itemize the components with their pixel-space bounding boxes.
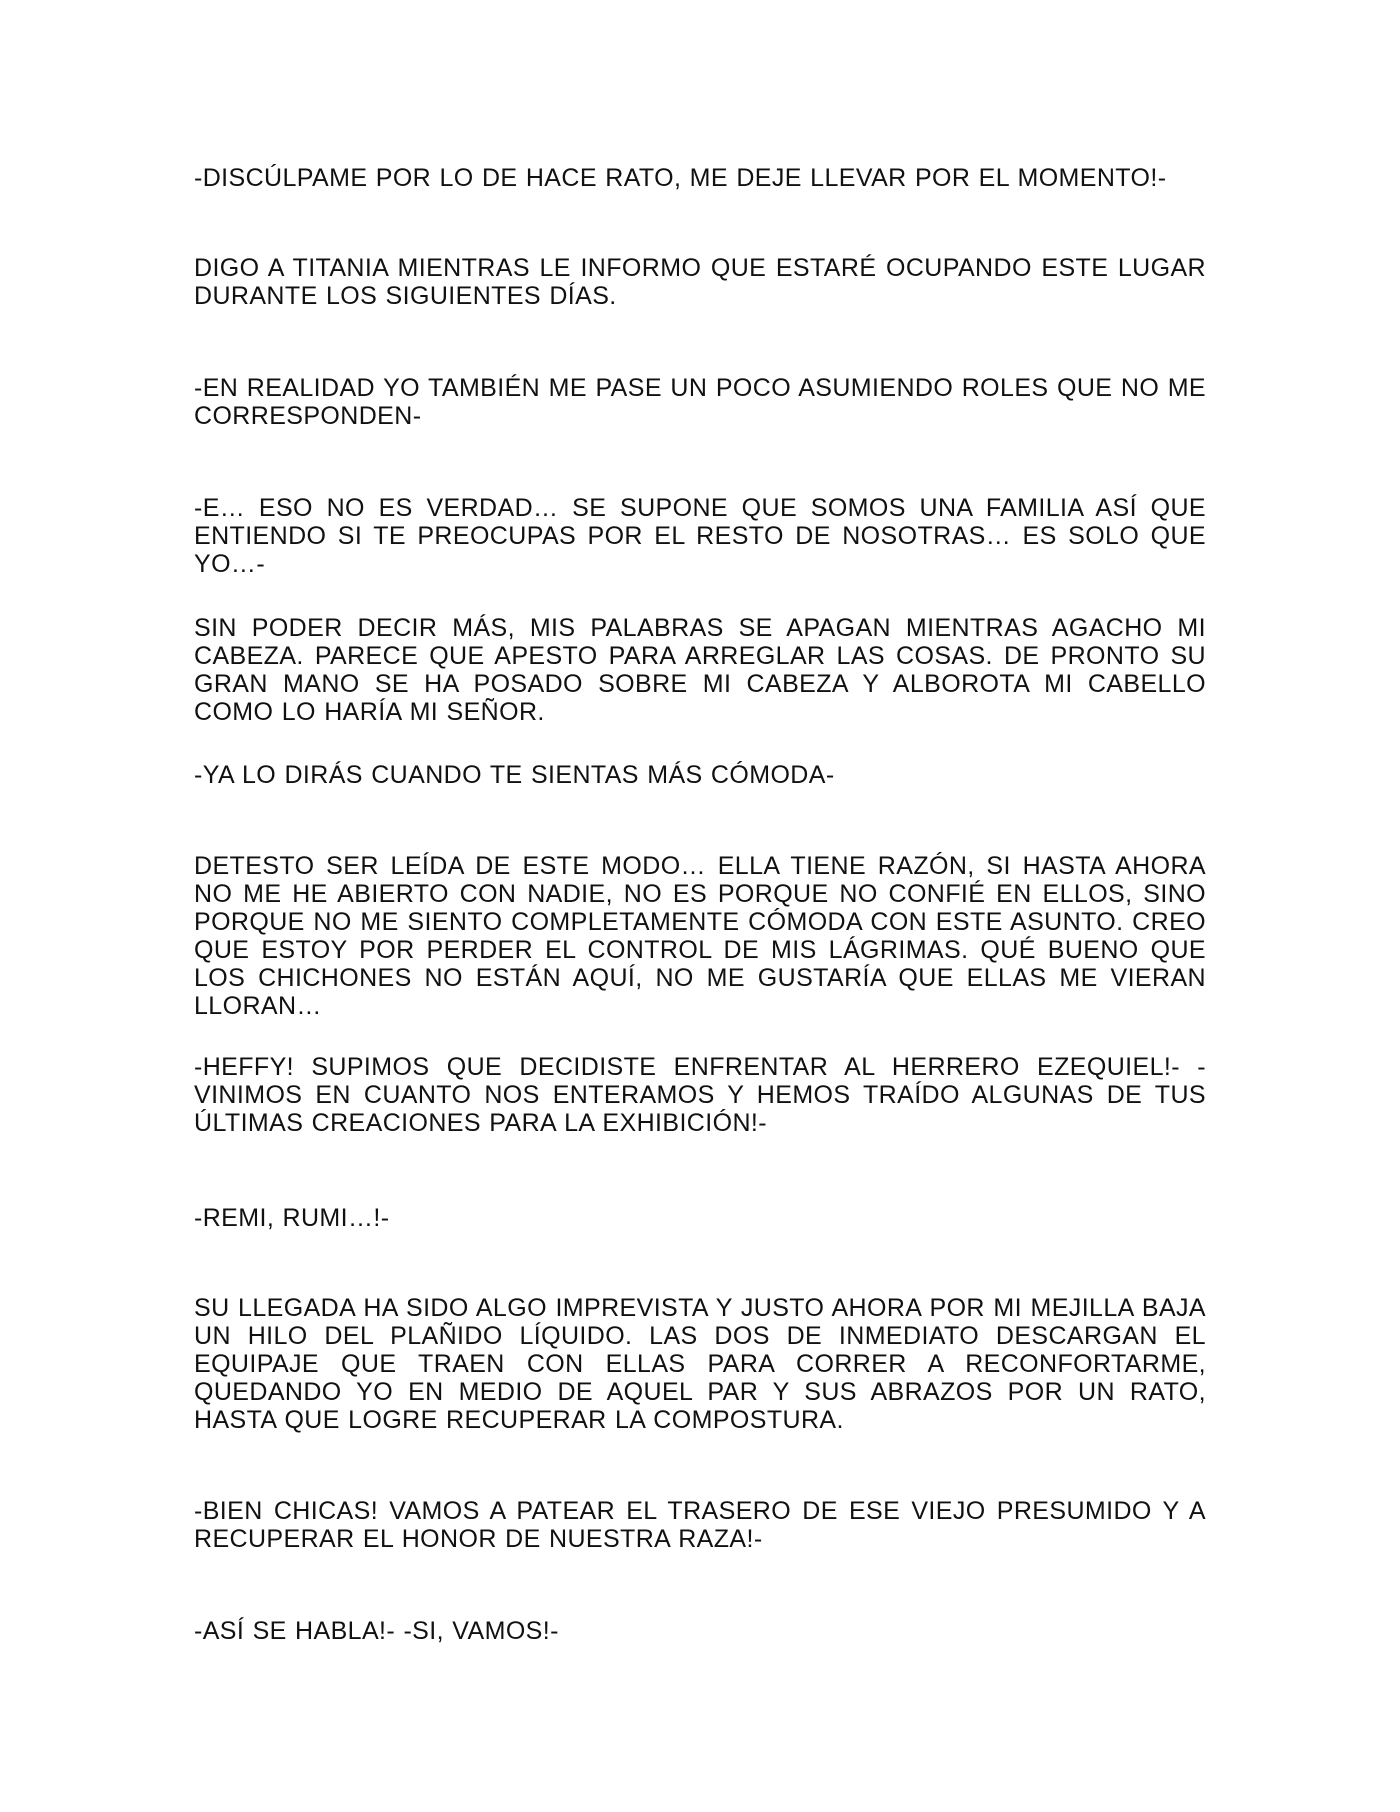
paragraph-12: -ASÍ SE HABLA!- -SI, VAMOS!-	[194, 1617, 559, 1645]
paragraph-11: -BIEN CHICAS! VAMOS A PATEAR EL TRASERO DE ESE VIEJO PRESUMIDO Y A RECUPERAR EL HONOR DE NUESTRA RAZA!-	[194, 1497, 1206, 1553]
paragraph-2: DIGO A TITANIA MIENTRAS LE INFORMO QUE ESTARÉ OCUPANDO ESTE LUGAR DURANTE LOS SIGUIENTES DÍAS.	[194, 254, 1206, 310]
paragraph-5: SIN PODER DECIR MÁS, MIS PALABRAS SE APAGAN MIENTRAS AGACHO MI CABEZA. PARECE QUE APESTO PARA ARREGLAR LAS COSAS. DE PRONTO SU GRAN MANO SE HA POSADO SOBRE MI CABEZA Y ALBOROTA MI CABELLO COMO LO HARÍA MI SEÑOR.	[194, 614, 1206, 726]
paragraph-8: -HEFFY! SUPIMOS QUE DECIDISTE ENFRENTAR AL HERRERO EZEQUIEL!- -VINIMOS EN CUANTO NOS ENTERAMOS Y HEMOS TRAÍDO ALGUNAS DE TUS ÚLTIMAS CREACIONES PARA LA EXHIBICIÓN!-	[194, 1053, 1206, 1137]
paragraph-3: -EN REALIDAD YO TAMBIÉN ME PASE UN POCO ASUMIENDO ROLES QUE NO ME CORRESPONDEN-	[194, 374, 1206, 430]
paragraph-7: DETESTO SER LEÍDA DE ESTE MODO… ELLA TIENE RAZÓN, SI HASTA AHORA NO ME HE ABIERTO CON NADIE, NO ES PORQUE NO CONFIÉ EN ELLOS, SINO PORQUE NO ME SIENTO COMPLETAMENTE CÓMODA CON ESTE ASUNTO. CREO QUE ESTOY POR PERDER EL CONTROL DE MIS LÁGRIMAS. QUÉ BUENO QUE LOS CHICHONES NO ESTÁN AQUÍ, NO ME GUSTARÍA QUE ELLAS ME VIERAN LLORAN…	[194, 852, 1206, 1020]
paragraph-9: -REMI, RUMI…!-	[194, 1204, 390, 1232]
paragraph-4: -E… ESO NO ES VERDAD… SE SUPONE QUE SOMOS UNA FAMILIA ASÍ QUE ENTIENDO SI TE PREOCUPAS POR EL RESTO DE NOSOTRAS… ES SOLO QUE YO…-	[194, 494, 1206, 578]
paragraph-6: -YA LO DIRÁS CUANDO TE SIENTAS MÁS CÓMODA-	[194, 761, 835, 789]
paragraph-1: -DISCÚLPAME POR LO DE HACE RATO, ME DEJE LLEVAR POR EL MOMENTO!-	[194, 164, 1167, 192]
paragraph-10: SU LLEGADA HA SIDO ALGO IMPREVISTA Y JUSTO AHORA POR MI MEJILLA BAJA UN HILO DEL PLAÑIDO LÍQUIDO. LAS DOS DE INMEDIATO DESCARGAN EL EQUIPAJE QUE TRAEN CON ELLAS PARA CORRER A RECONFORTARME, QUEDANDO YO EN MEDIO DE AQUEL PAR Y SUS ABRAZOS POR UN RATO, HASTA QUE LOGRE RECUPERAR LA COMPOSTURA.	[194, 1294, 1206, 1434]
